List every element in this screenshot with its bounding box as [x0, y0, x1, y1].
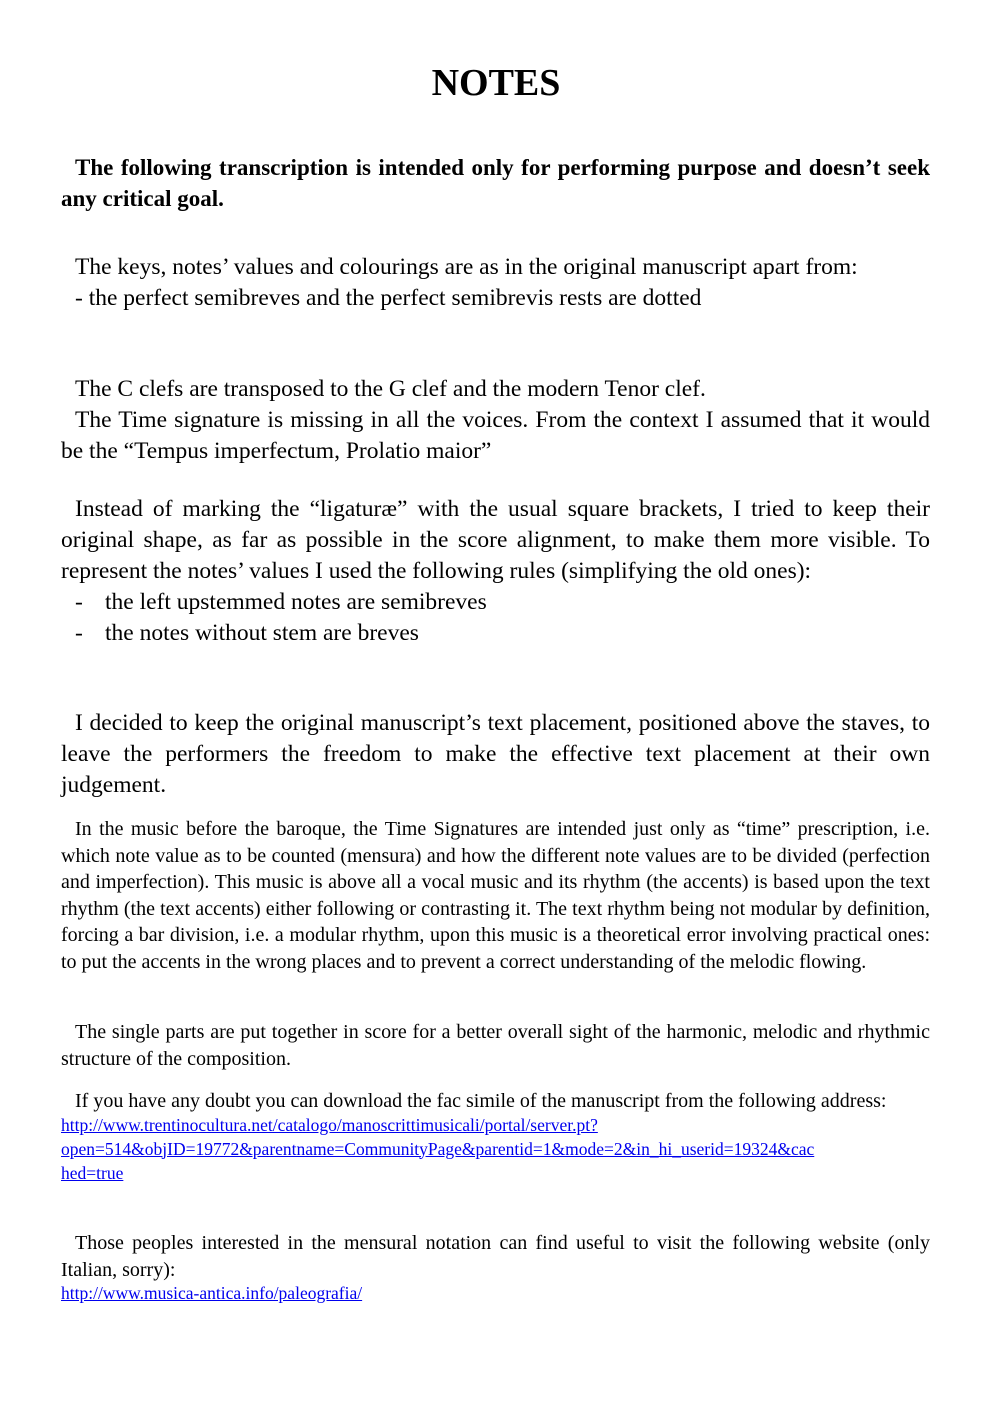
values-list-item: - the perfect semibreves and the perfect semibrevis rests are dotted	[75, 285, 702, 311]
rule-list-item	[61, 618, 930, 649]
values-paragraph: The keys, notes’ values and colourings are as in the original manuscript apart from:	[75, 254, 858, 280]
page-title: NOTES	[431, 62, 561, 104]
score-paragraph: The single parts are put together in score for a better overall sight of the harmonic, melodic and rhythmic structure of the composition.	[61, 1021, 930, 1070]
manuscript-link-line: hed=true	[61, 1162, 124, 1183]
manuscript-link-line: http://www.trentinocultura.net/catalogo/manoscrittimusicali/portal/server.pt?	[61, 1114, 598, 1135]
ligatures-section	[61, 494, 930, 649]
clefs-section	[61, 374, 930, 467]
list-dash: -	[75, 620, 83, 646]
time-signatures-paragraph: In the music before the baroque, the Time Signatures are intended just only as “time” prescription, i.e. which note value as to be counted (mensura) and how the different note values are to be divided (perfection and imperfection). This music is above all a vocal music and its rhythm (the accents) is based upon the text rhythm (the text accents) either following or contrasting it. The text rhythm being not modular by definition, forcing a bar division, i.e. a modular rhythm, upon this music is a theoretical error involving practical ones: to put the accents in the wrong places and to prevent a correct understanding of the melodic flowing.	[61, 818, 930, 973]
rule-list-item	[61, 587, 930, 618]
clefs-line: The C clefs are transposed to the G clef and the modern Tenor clef.	[75, 376, 706, 402]
download-paragraph: If you have any doubt you can download the fac simile of the manuscript from the following address:	[75, 1090, 887, 1112]
manuscript-link[interactable]	[61, 1113, 930, 1185]
website-section	[61, 1230, 930, 1305]
intro-paragraph: The following transcription is intended only for performing purpose and doesn’t seek any critical goal.	[61, 155, 930, 211]
rule-text: the left upstemmed notes are semibreves	[105, 589, 487, 615]
paleografia-link[interactable]: http://www.musica-antica.info/paleografia/	[61, 1283, 363, 1303]
time-signature-paragraph: The Time signature is missing in all the voices. From the context I assumed that it would be the “Tempus imperfectum, Prolatio maior”	[61, 407, 930, 464]
text-placement-paragraph: I decided to keep the original manuscript’s text placement, positioned above the staves, to leave the performers the freedom to make the effective text placement at their own judgement.	[61, 710, 930, 798]
rule-text: the notes without stem are breves	[105, 620, 419, 646]
website-paragraph: Those peoples interested in the mensural notation can find useful to visit the following website (only Italian, sorry):	[61, 1232, 930, 1281]
manuscript-link-line: open=514&objID=19772&parentname=CommunityPage&parentid=1&mode=2&in_hi_userid=19324&cac	[61, 1138, 815, 1159]
values-section	[61, 252, 930, 314]
ligatures-paragraph: Instead of marking the “ligaturæ” with the usual square brackets, I tried to keep their original shape, as far as possible in the score alignment, to make them more visible. To represent the notes’ values I used the following rules (simplifying the old ones):	[61, 496, 930, 584]
list-dash: -	[75, 589, 83, 615]
download-section	[61, 1088, 930, 1185]
